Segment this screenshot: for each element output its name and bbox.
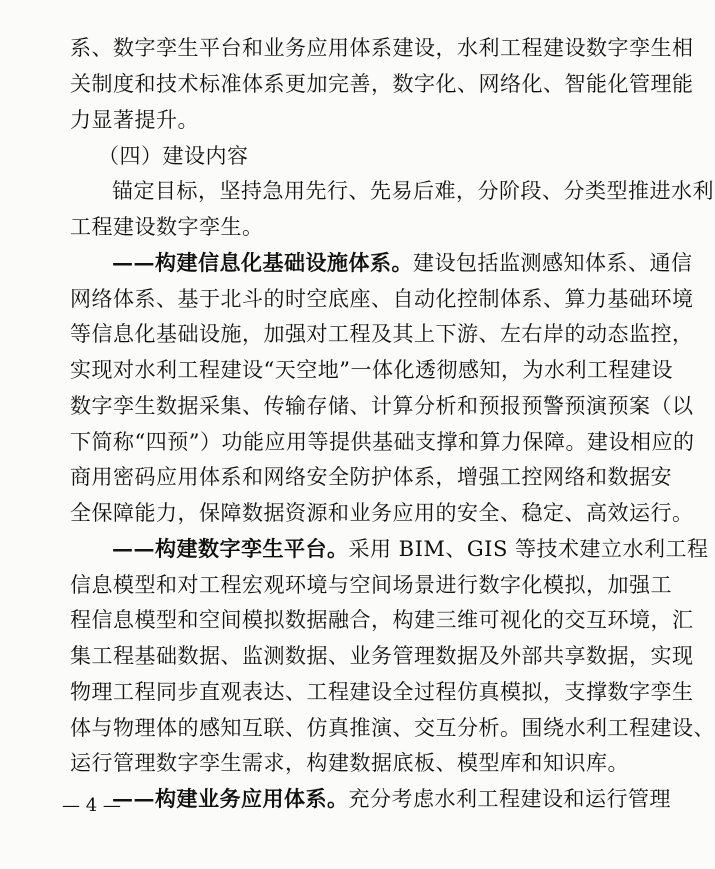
bold-lead: ——构建信息化基础设施体系。: [112, 250, 413, 275]
text-line: 集工程基础数据、监测数据、业务管理数据及外部共享数据，实现: [70, 644, 694, 668]
bold-lead: ——构建业务应用体系。: [112, 786, 349, 811]
text-line: 锚定目标，坚持急用先行、先易后难，分阶段、分类型推进水利: [112, 179, 714, 203]
bold-lead: ——构建数字孪生平台。: [112, 536, 349, 561]
section-heading: （四）建设内容: [98, 144, 249, 168]
text-line: 力显著提升。: [70, 108, 199, 132]
text-line: 商用密码应用体系和网络安全防护体系，增强工控网络和数据安: [70, 465, 672, 489]
text-line: 工程建设数字孪生。: [70, 215, 264, 239]
text-line: ——构建信息化基础设施体系。建设包括监测感知体系、通信: [112, 250, 693, 275]
text-line: 运行管理数字孪生需求，构建数据底板、模型库和知识库。: [70, 751, 629, 775]
text-line: 体与物理体的感知互联、仿真推演、交互分析。围绕水利工程建设、: [70, 716, 715, 740]
text-line: ——构建业务应用体系。充分考虑水利工程建设和运行管理: [112, 786, 671, 811]
text-line: 下简称“四预”）功能应用等提供基础支撑和算力保障。建设相应的: [70, 430, 695, 454]
text-line: 程信息模型和空间模拟数据融合，构建三维可视化的交互环境，汇: [70, 608, 694, 632]
text-line: 网络体系、基于北斗的时空底座、自动化控制体系、算力基础环境: [70, 287, 694, 311]
text-line: 物理工程同步直观表达、工程建设全过程仿真模拟，支撑数字孪生: [70, 680, 694, 704]
text-line: ——构建数字孪生平台。采用 BIM、GIS 等技术建立水利工程: [112, 536, 709, 561]
text-line: 关制度和技术标准体系更加完善，数字化、网络化、智能化管理能: [70, 72, 694, 96]
text-line: 系、数字孪生平台和业务应用体系建设，水利工程建设数字孪生相: [70, 36, 694, 60]
text-line: 等信息化基础设施，加强对工程及其上下游、左右岸的动态监控，: [70, 322, 694, 346]
page-number: — 4 —: [62, 795, 121, 816]
text-line: 数字孪生数据采集、传输存储、计算分析和预报预警预演预案（以: [70, 394, 694, 418]
text-line: 实现对水利工程建设“天空地”一体化透彻感知，为水利工程建设: [70, 358, 673, 382]
text-line: 信息模型和对工程宏观环境与空间场景进行数字化模拟，加强工: [70, 573, 672, 597]
text-line: 全保障能力，保障数据资源和业务应用的安全、稳定、高效运行。: [70, 501, 694, 525]
